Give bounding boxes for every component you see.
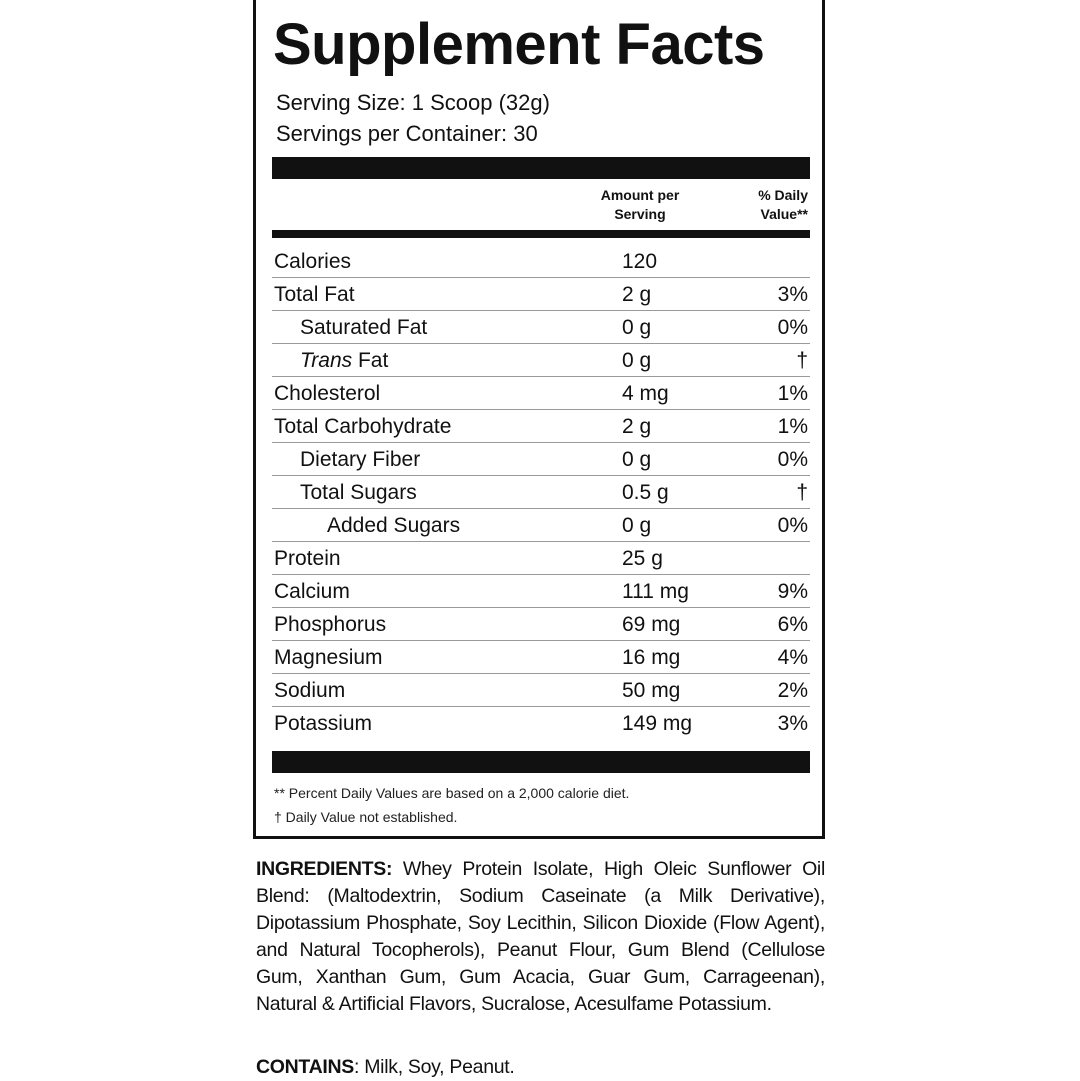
panel-title: Supplement Facts [273, 12, 765, 77]
nutrient-name: Added Sugars [327, 514, 461, 537]
nutrient-name: Total Fat [274, 283, 355, 306]
nutrient-row-potassium [272, 707, 810, 740]
nutrient-row-trans-fat [272, 344, 810, 377]
nutrient-name: Cholesterol [274, 382, 381, 405]
nutrient-daily-value: † [796, 349, 808, 372]
nutrient-name-rest: Fat [352, 349, 389, 372]
nutrient-row-total-sugars [272, 476, 810, 509]
nutrient-name: Phosphorus [274, 613, 387, 636]
nutrient-name: Dietary Fiber [300, 448, 421, 471]
nutrient-table [272, 245, 810, 740]
footnote-daily-value: ** Percent Daily Values are based on a 2,000 calorie diet. [274, 785, 630, 801]
column-header-dv-line1: % Daily [758, 187, 808, 203]
nutrient-name: Calories [274, 250, 352, 273]
nutrient-name: Saturated Fat [300, 316, 428, 339]
nutrient-name-italic: Trans [300, 349, 353, 372]
nutrient-row-added-sugars [272, 509, 810, 542]
nutrient-row-magnesium [272, 641, 810, 674]
nutrient-row-total-fat [272, 278, 810, 311]
nutrient-amount: 4 mg [622, 382, 669, 405]
ingredients-paragraph [256, 856, 825, 1018]
divider-bar-bottom [272, 751, 810, 773]
nutrient-name: Total Carbohydrate [274, 415, 452, 438]
nutrient-row-calories [272, 245, 810, 278]
nutrient-daily-value: 3% [777, 283, 808, 306]
nutrient-name: Total Sugars [300, 481, 417, 504]
column-header-daily-value [736, 186, 808, 224]
nutrient-amount: 2 g [622, 283, 652, 306]
contains-text: : Milk, Soy, Peanut. [354, 1056, 515, 1078]
nutrient-name: Potassium [274, 712, 373, 735]
nutrient-amount: 69 mg [622, 613, 681, 636]
nutrient-amount: 16 mg [622, 646, 681, 669]
nutrient-amount: 2 g [622, 415, 652, 438]
nutrient-amount: 0 g [622, 448, 652, 471]
nutrient-row-protein [272, 542, 810, 575]
nutrient-name [300, 344, 388, 377]
nutrient-amount: 50 mg [622, 679, 681, 702]
nutrient-row-total-carbohydrate [272, 410, 810, 443]
nutrient-name: Protein [274, 547, 341, 570]
nutrient-daily-value: 1% [777, 415, 808, 438]
column-header-amount [586, 186, 694, 224]
nutrient-row-cholesterol [272, 377, 810, 410]
nutrient-daily-value: 1% [777, 382, 808, 405]
nutrient-amount: 0.5 g [622, 481, 669, 504]
nutrient-daily-value: 0% [777, 514, 808, 537]
nutrient-row-saturated-fat [272, 311, 810, 344]
nutrient-amount: 111 mg [622, 580, 689, 603]
nutrient-name: Calcium [274, 580, 350, 603]
nutrient-daily-value: 3% [777, 712, 808, 735]
column-header-amount-line2: Serving [614, 206, 666, 222]
column-header-amount-line1: Amount per [600, 187, 680, 203]
nutrient-amount: 0 g [622, 349, 652, 372]
nutrient-name: Magnesium [274, 646, 383, 669]
supplement-facts-panel [253, 0, 825, 839]
ingredients-text: Whey Protein Isolate, High Oleic Sunflower Oil Blend: (Maltodextrin, Sodium Caseinate (a Milk Derivative), Dipotassium Phosphate, Soy Lecithin, Silicon Dioxide (Flow Agent), and Natural Tocopherols), Peanut Flour, Gum Blend (Cellulose Gum, Xanthan Gum, Gum Acacia, Guar Gum, Carrageenan), Natural & Artificial Flavors, Sucralose, Acesulfame Potassium. [256, 858, 825, 1015]
nutrient-daily-value: 4% [777, 646, 808, 669]
nutrient-daily-value: 0% [777, 448, 808, 471]
contains-line [256, 1054, 515, 1081]
nutrient-row-phosphorus [272, 608, 810, 641]
footnote-dagger: † Daily Value not established. [274, 809, 458, 825]
nutrient-amount: 149 mg [622, 712, 693, 735]
nutrient-amount: 0 g [622, 316, 652, 339]
nutrient-daily-value: 9% [777, 580, 808, 603]
nutrient-name: Sodium [274, 679, 346, 702]
column-header-dv-line2: Value** [760, 206, 808, 222]
nutrient-amount: 0 g [622, 514, 652, 537]
nutrient-daily-value: 6% [777, 613, 808, 636]
ingredients-label: INGREDIENTS: [256, 858, 393, 880]
contains-label: CONTAINS [256, 1056, 354, 1078]
nutrient-row-calcium [272, 575, 810, 608]
serving-size: Serving Size: 1 Scoop (32g) [276, 90, 550, 115]
divider-bar-middle [272, 230, 810, 238]
nutrient-amount: 25 g [622, 547, 663, 570]
nutrient-daily-value: † [796, 481, 808, 504]
servings-per-container: Servings per Container: 30 [276, 121, 538, 146]
nutrient-row-sodium [272, 674, 810, 707]
nutrient-daily-value: 2% [777, 679, 808, 702]
divider-bar-top [272, 157, 810, 179]
nutrient-row-dietary-fiber [272, 443, 810, 476]
nutrient-daily-value: 0% [777, 316, 808, 339]
nutrient-amount: 120 [622, 250, 658, 273]
